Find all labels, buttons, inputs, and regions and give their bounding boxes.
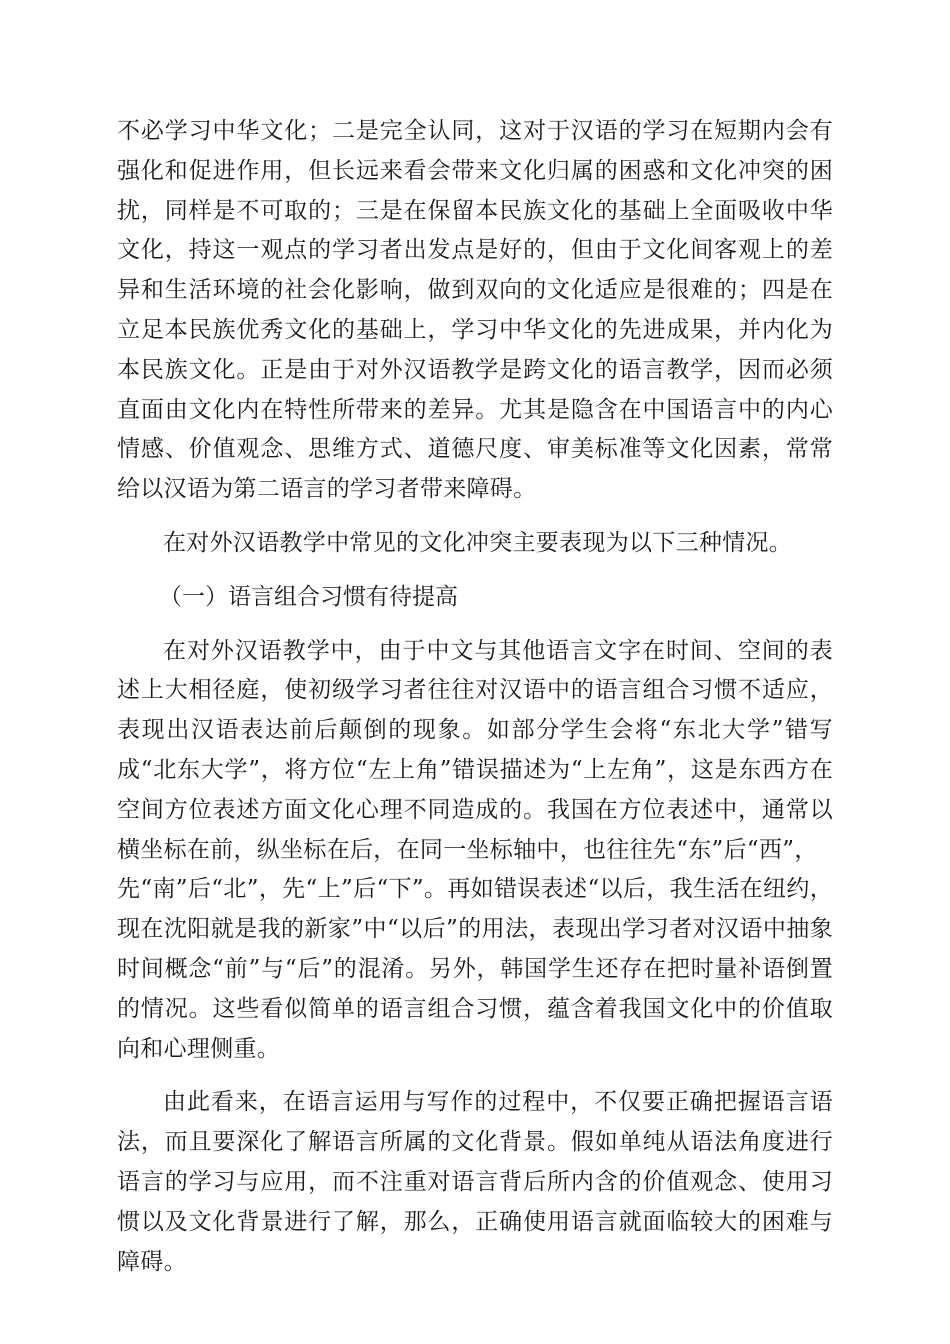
document-page	[117, 112, 833, 1282]
paragraph-continued: 不必学习中华文化；二是完全认同，这对于汉语的学习在短期内会有强化和促进作用，但长远来看会带来文化归属的困惑和文化冲突的困扰，同样是不可取的；三是在保留本民族文化的基础上全面吸收中华文化，持这一观点的学习者出发点是好的，但由于文化间客观上的差异和生活环境的社会化影响，做到双向的文化适应是很难的；四是在立足本民族优秀文化的基础上，学习中华文化的先进成果，并内化为本民族文化。正是由于对外汉语教学是跨文化的语言教学，因而必须直面由文化内在特性所带来的差异。尤其是隐含在中国语言中的内心情感、价值观念、思维方式、道德尺度、审美标准等文化因素，常常给以汉语为第二语言的学习者带来障碍。	[117, 118, 833, 503]
paragraph-conclusion: 由此看来，在语言运用与写作的过程中，不仅要正确把握语言语法，而且要深化了解语言所属的文化背景。假如单纯从语法角度进行语言的学习与应用，而不注重对语言背后所内含的价值观念、使用习惯以及文化背景进行了解，那么，正确使用语言就面临较大的困难与障碍。	[117, 1089, 833, 1275]
section-heading: （一）语言组合习惯有待提高	[159, 583, 458, 610]
paragraph-body-continued: 先“南”后“北”，先“上”后“下”。再如错误表述“以后，我生活在纽约，现在沈阳就是我的新家”中“以后”的用法，表现出学习者对汉语中抽象时间概念“前”与“后”的混淆。另外，韩国学生还存在把时量补语倒置的情况。这些看似简单的语言组合习惯，蕴含着我国文化中的价值取向和心理侧重。	[117, 876, 833, 1062]
paragraph-body: 在对外汉语教学中，由于中文与其他语言文字在时间、空间的表述上大相径庭，使初级学习者往往对汉语中的语言组合习惯不适应，表现出汉语表达前后颠倒的现象。如部分学生会将“东北大学”错写成“北东大学”，将方位“左上角”错误描述为“上左角”，这是东西方在空间方位表述方面文化心理不同造成的。我国在方位表述中，通常以横坐标在前，纵坐标在后，在同一坐标轴中，也往往先“东”后“西”，	[117, 637, 833, 863]
paragraph-intro: 在对外汉语教学中常见的文化冲突主要表现为以下三种情况。	[163, 529, 793, 556]
